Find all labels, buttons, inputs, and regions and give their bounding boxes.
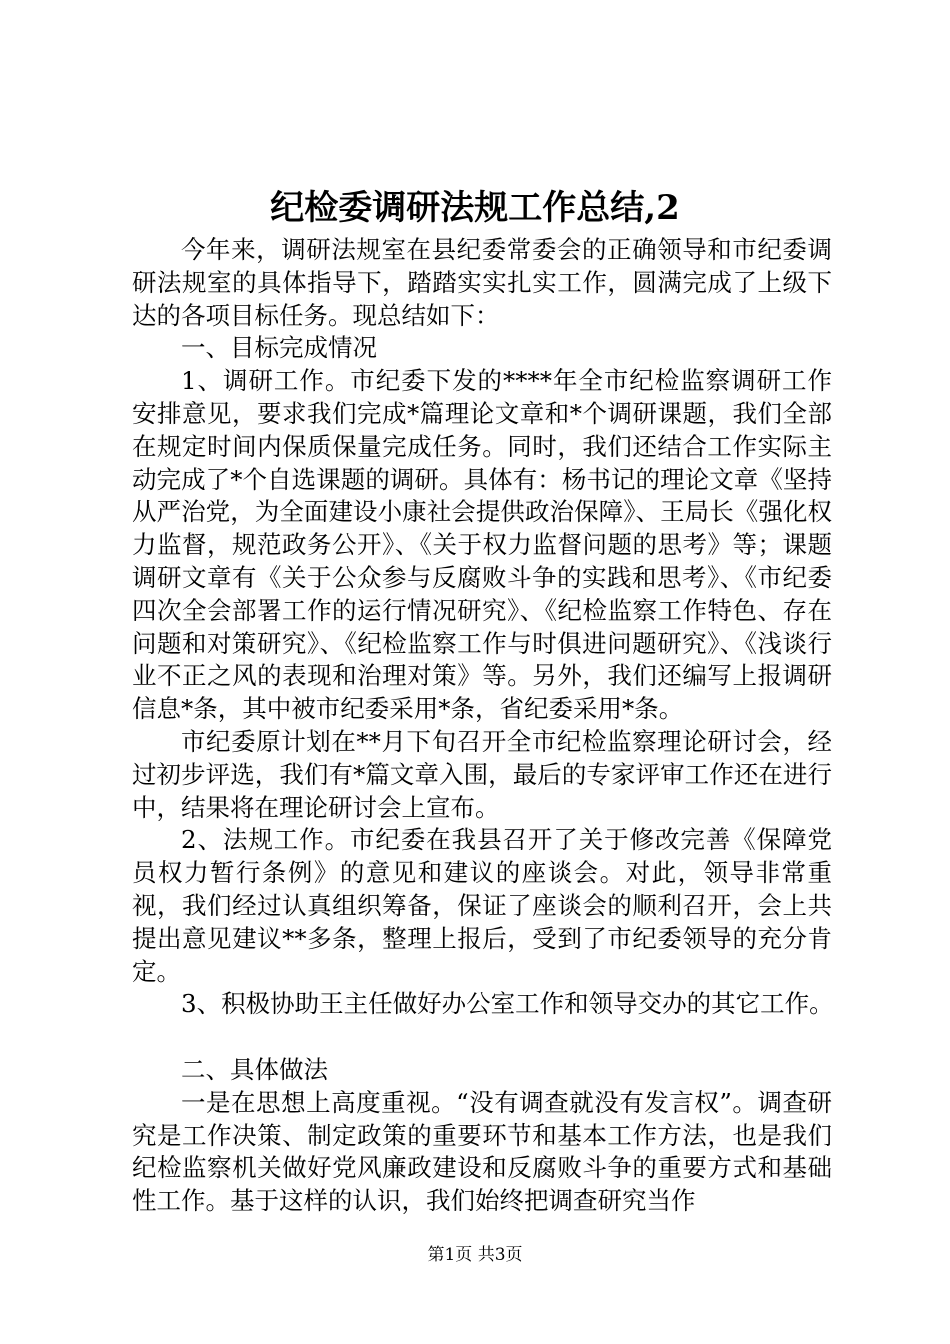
- document-body: [132, 234, 832, 1218]
- page-footer: 第1页 共3页: [427, 1245, 523, 1265]
- heading-methods: 二、具体做法: [181, 1054, 328, 1084]
- paragraph-seminar: 市纪委原计划在**月下旬召开全市纪检监察理论研讨会，经过初步评选，我们有*篇文章入围，最后的专家评审工作还在进行中，结果将在理论研讨会上宣布。: [132, 726, 832, 822]
- paragraph-method-one: 一是在思想上高度重视。“没有调查就没有发言权”。调查研究是工作决策、制定政策的重要环节和基本工作方法，也是我们纪检监察机关做好党风廉政建设和反腐败斗争的重要方式和基础性工作。基于这样的认识，我们始终把调查研究当作: [132, 1087, 832, 1216]
- paragraph-regulation-work: 2、法规工作。市纪委在我县召开了关于修改完善《保障党员权力暂行条例》的意见和建议的座谈会。对此，领导非常重视，我们经过认真组织筹备，保证了座谈会的顺利召开，会上共提出意见建议**多条，整理上报后，受到了市纪委领导的充分肯定。: [132, 825, 832, 986]
- blank-line: [132, 1021, 832, 1054]
- document-title: 纪检委调研法规工作总结,2: [270, 188, 680, 228]
- heading-goals: 一、目标完成情况: [181, 333, 377, 363]
- paragraph-assist-office: 3、积极协助王主任做好办公室工作和领导交办的其它工作。: [181, 989, 834, 1019]
- paragraph-research-work: 1、调研工作。市纪委下发的****年全市纪检监察调研工作安排意见，要求我们完成*篇理论文章和*个调研课题，我们全部在规定时间内保质保量完成任务。同时，我们还结合工作实际主动完成了*个自选课题的调研。具体有：杨书记的理论文章《坚持从严治党，为全面建设小康社会提供政治保障》、王局长《强化权力监督，规范政务公开》、《关于权力监督问题的思考》等；课题调研文章有《关于公众参与反腐败斗争的实践和思考》、《市纪委四次全会部署工作的运行情况研究》、《纪检监察工作特色、存在问题和对策研究》、《纪检监察工作与时俱进问题研究》、《浅谈行业不正之风的表现和治理对策》等。另外，我们还编写上报调研信息*条，其中被市纪委采用*条，省纪委采用*条。: [132, 366, 832, 724]
- paragraph-intro: 今年来，调研法规室在县纪委常委会的正确领导和市纪委调研法规室的具体指导下，踏踏实实扎实工作，圆满完成了上级下达的各项目标任务。现总结如下：: [132, 235, 832, 330]
